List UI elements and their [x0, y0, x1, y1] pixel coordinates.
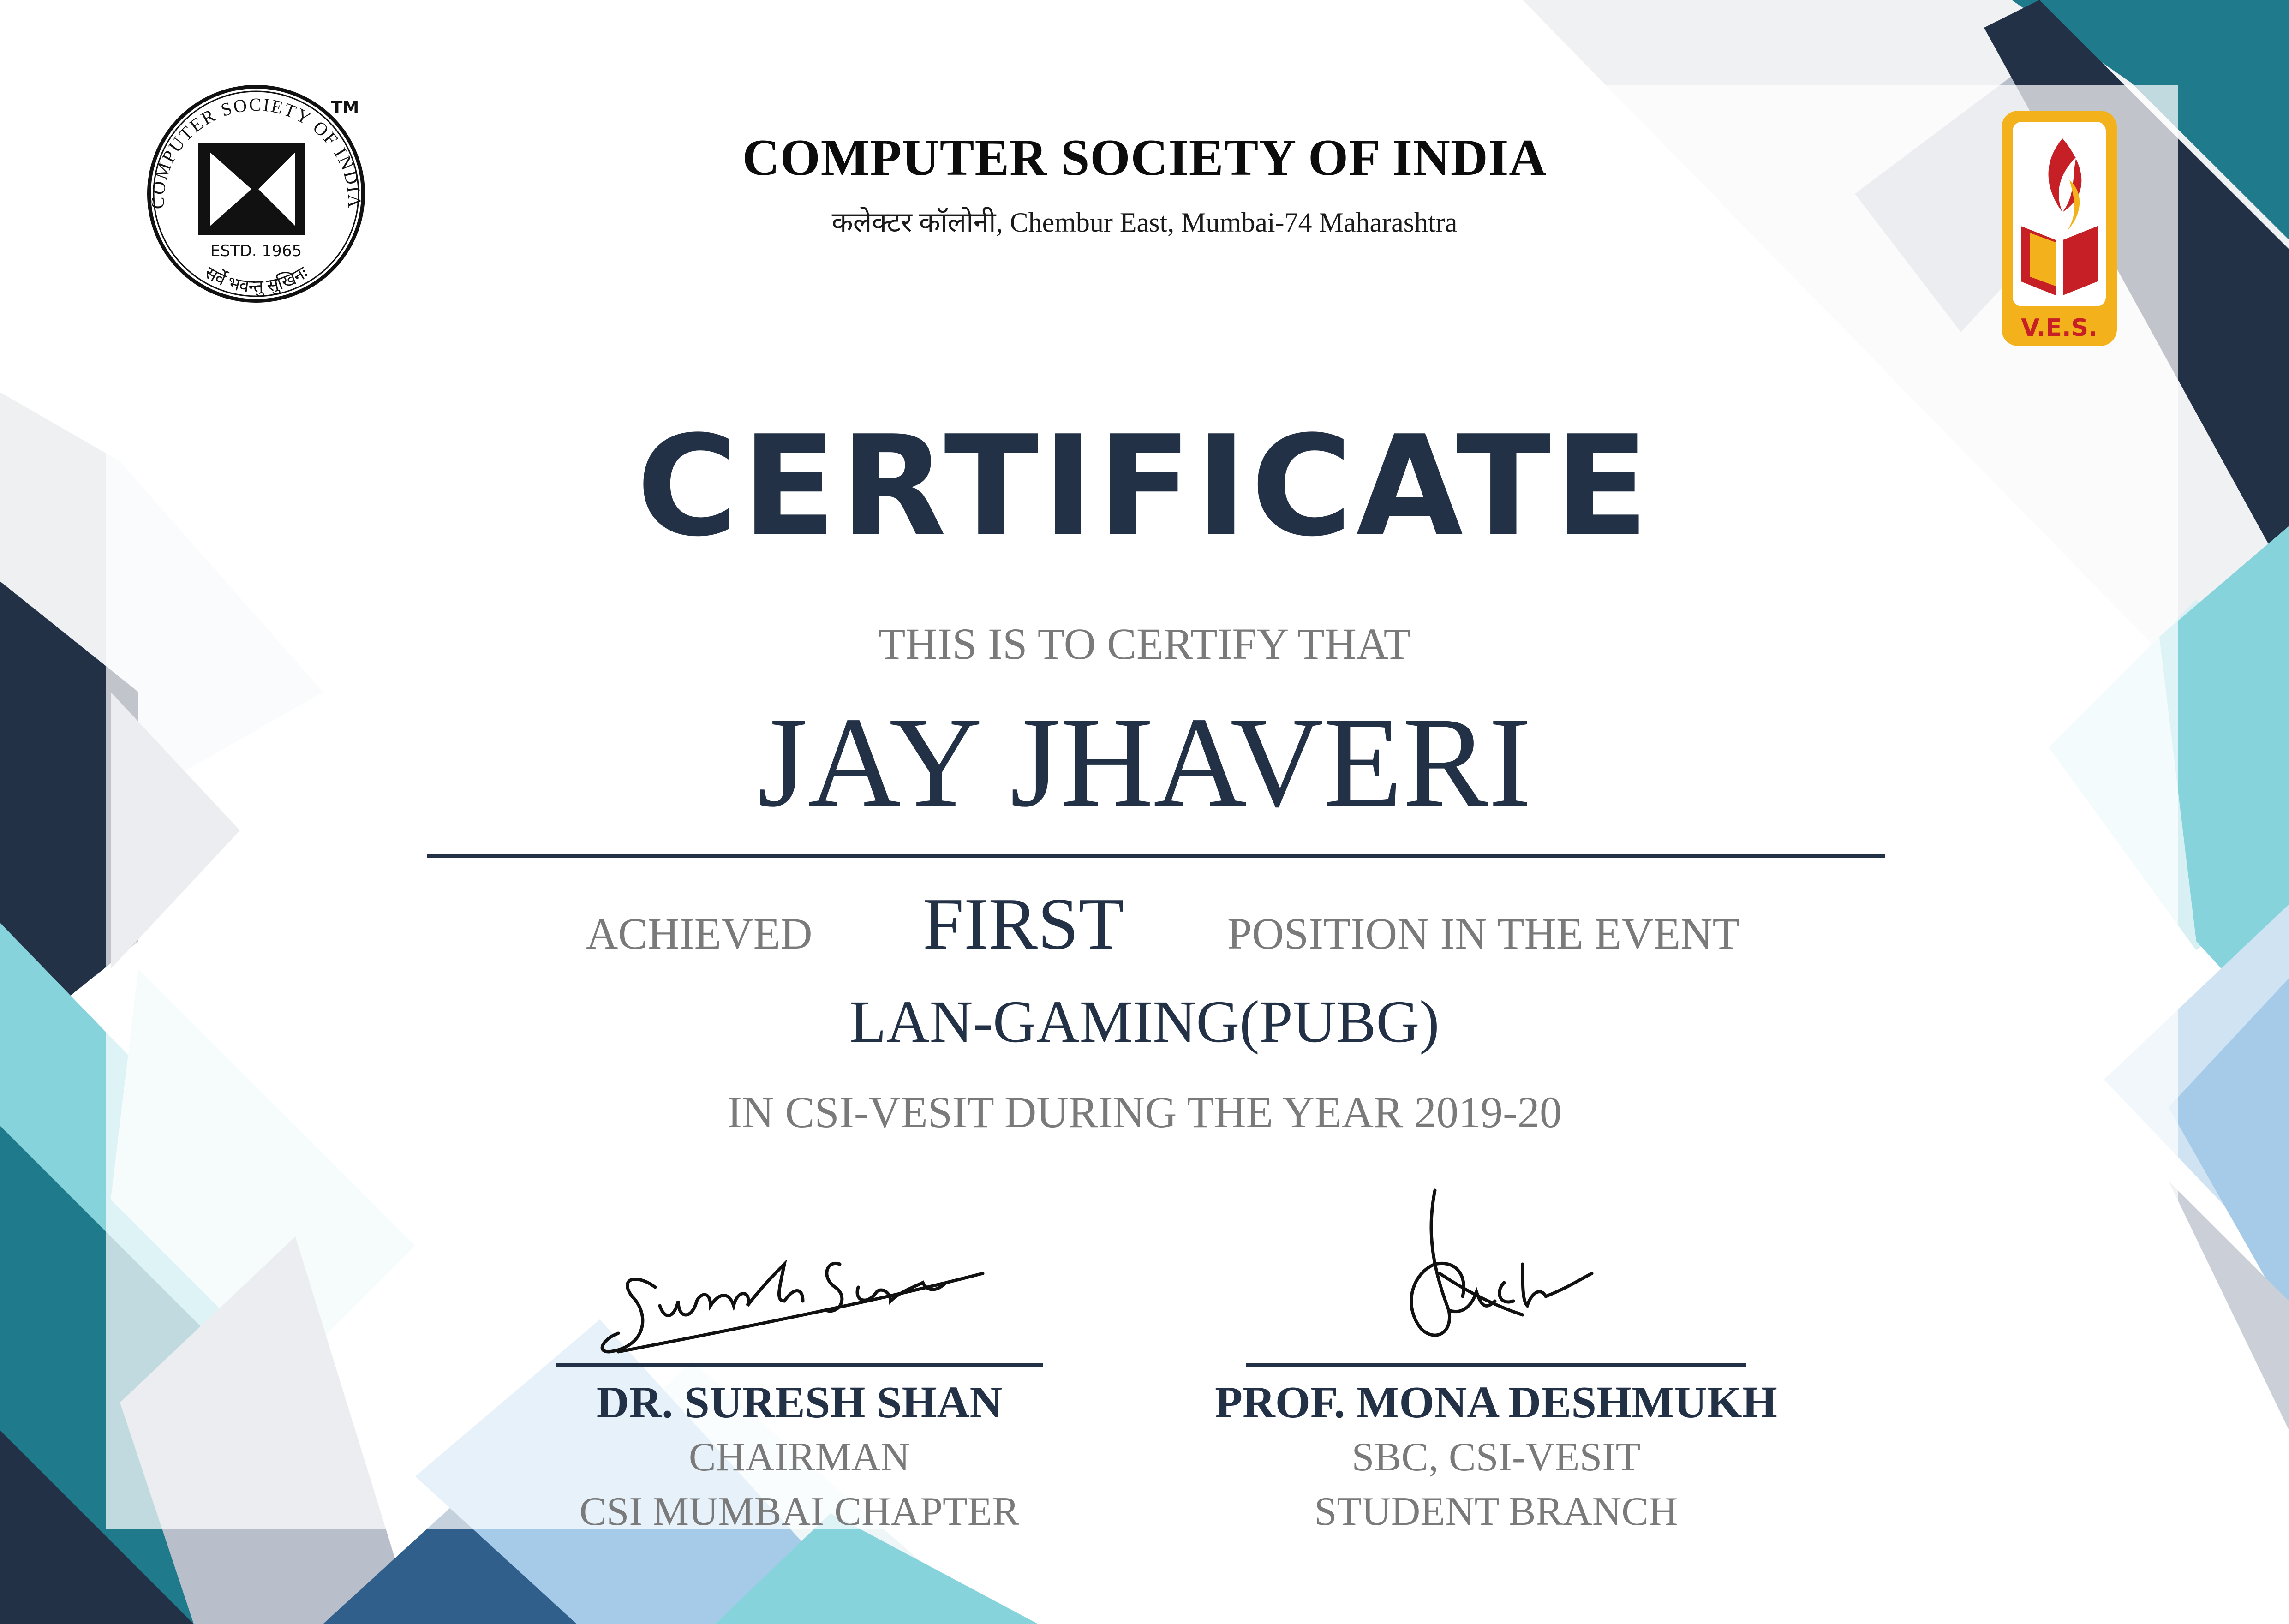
- csi-established: ESTD. 1965: [210, 242, 302, 260]
- certify-intro: THIS IS TO CERTIFY THAT: [878, 619, 1411, 669]
- event-name: LAN-GAMING(PUBG): [849, 989, 1440, 1055]
- ves-label: V.E.S.: [2021, 314, 2098, 342]
- organization-name: COMPUTER SOCIETY OF INDIA: [742, 129, 1547, 186]
- csi-trademark: TM: [331, 98, 359, 117]
- signatory-role: SBC, CSI-VESIT: [1351, 1435, 1641, 1480]
- signature-line-left: [556, 1363, 1043, 1367]
- signatory-name: PROF. MONA DESHMUKH: [1215, 1378, 1777, 1427]
- signature-line-right: [1246, 1363, 1746, 1367]
- signatory-role: CHAIRMAN: [688, 1435, 910, 1480]
- signatory-affiliation: CSI MUMBAI CHAPTER: [579, 1489, 1020, 1534]
- csi-motto: सर्वे भवन्तु सुखिनः: [201, 263, 311, 297]
- position-value: FIRST: [923, 883, 1124, 965]
- organization-address: कलेक्टर कॉलोनी, Chembur East, Mumbai-74 Maharashtra: [831, 207, 1458, 238]
- signatory-name: DR. SURESH SHAN: [596, 1378, 1003, 1427]
- recipient-name: JAY JHAVERI: [757, 690, 1532, 834]
- certificate-title: CERTIFICATE: [636, 406, 1653, 567]
- year-line: IN CSI-VESIT DURING THE YEAR 2019-20: [727, 1087, 1562, 1137]
- signatory-affiliation: STUDENT BRANCH: [1314, 1489, 1678, 1534]
- csi-ring-text: COMPUTER SOCIETY OF INDIA: [147, 94, 365, 209]
- signatory-right: [1172, 1375, 1820, 1539]
- achieved-label: ACHIEVED: [586, 909, 813, 958]
- signatory-left: [475, 1375, 1124, 1539]
- position-suffix: POSITION IN THE EVENT: [1227, 909, 1740, 958]
